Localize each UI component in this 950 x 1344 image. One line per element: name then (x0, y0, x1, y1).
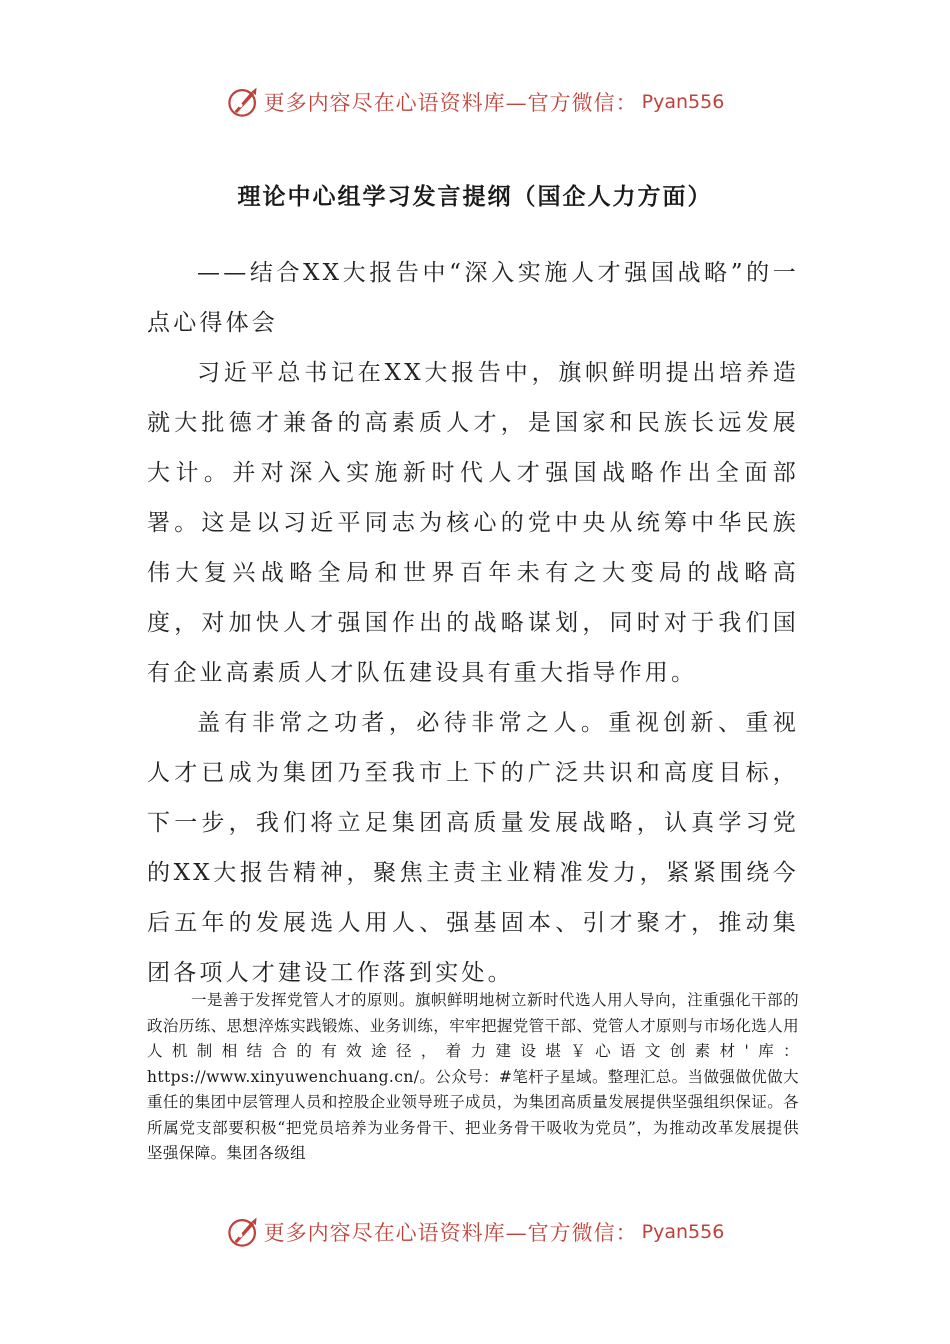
wechat-id: Pyan556 (641, 91, 725, 113)
document-title: 理论中心组学习发言提纲（国企人力方面） (237, 184, 713, 210)
quill-pen-logo-icon (226, 85, 260, 119)
quill-pen-logo-icon (226, 1215, 260, 1249)
banner-text: 更多内容尽在心语资料库—官方微信： (263, 91, 638, 115)
paragraph-1: 习近平总书记在XX大报告中，旗帜鲜明提出培养造就大批德才兼备的高素质人才，是国家和民族长远发展大计。并对深入实施新时代人才强国战略作出全面部署。这是以习近平同志为核心的党中央从统筹中华民族伟大复兴战略全局和世界百年未有之大变局的战略高度，对加快人才强国作出的战略谋划，同时对于我们国有企业高素质人才队伍建设具有重大指导作用。 (147, 360, 799, 686)
paragraph-2: 盖有非常之功者，必待非常之人。重视创新、重视人才已成为集团乃至我市上下的广泛共识和高度目标，下一步，我们将立足集团高质量发展战略，认真学习党的XX大报告精神，聚焦主责主业精准发力，紧紧围绕今后五年的发展选人用人、强基固本、引才聚才，推动集团各项人才建设工作落到实处。 (147, 710, 799, 986)
subtitle: ——结合XX大报告中“深入实施人才强国战略”的一点心得体会 (147, 260, 799, 336)
wechat-id: Pyan556 (641, 1221, 725, 1243)
document-body (147, 248, 799, 998)
banner-text: 更多内容尽在心语资料库—官方微信： (263, 1221, 638, 1245)
footer-banner (0, 1212, 950, 1252)
header-banner (0, 82, 950, 122)
small-paragraph: 一是善于发挥党管人才的原则。旗帜鲜明地树立新时代选人用人导向，注重强化干部的政治历练、思想淬炼实践锻炼、业务训练，牢牢把握党管干部、党管人才原则与市场化选人用人机制相结合的有效途径，着力建设堪￥心语文创素材'库：https://www.xinyuwenchuang.cn/。公众号：#笔杆子星域。整理汇总。当做强做优做大重任的集团中层管理人员和控股企业领导班子成员，为集团高质量发展提供坚强组织保证。各所属党支部要积极“把党员培养为业务骨干、把业务骨干吸收为党员”，为推动改革发展提供坚强保障。集团各级组 (147, 991, 799, 1162)
